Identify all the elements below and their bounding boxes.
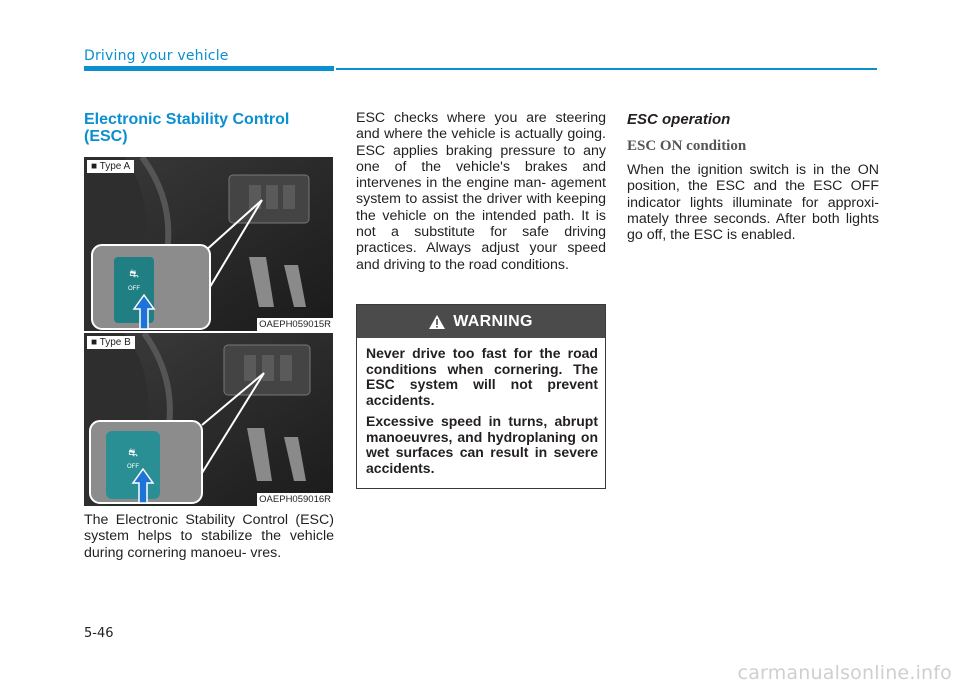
- svg-text:OFF: OFF: [128, 286, 140, 292]
- warning-box: [356, 304, 606, 489]
- watermark: carmanualsonline.info: [737, 662, 952, 684]
- intro-paragraph: The Electronic Stability Control (ESC) system helps to stabilize the vehicle during cornering manoeu- vres.: [84, 512, 334, 561]
- svg-text:⛐: ⛐: [129, 267, 139, 280]
- dashboard-illustration-b: [84, 333, 333, 506]
- svg-text:⛐: ⛐: [128, 446, 138, 459]
- header-rule-thick: [84, 66, 334, 71]
- page-number: 5-46: [84, 626, 114, 641]
- warning-paragraph-1: Never drive too fast for the road conditions when cornering. The ESC system will not prevent accidents.: [366, 345, 598, 408]
- warning-triangle-icon: [429, 315, 445, 329]
- esc-description-paragraph: ESC checks where you are steering and where the vehicle is actually going. ESC applies braking pressure to any one of the vehicle's brakes and intervenes in the engine man- agement system to assist the driver with keeping the vehicle on the intended path. It is not a substitute for safe driving practices. Always adjust your speed and driving to the road conditions.: [356, 110, 606, 273]
- figure-code-a: OAEPH059015R: [259, 319, 331, 330]
- figure-code-b: OAEPH059016R: [259, 494, 331, 505]
- figure-type-b: [84, 333, 333, 506]
- warning-body: [357, 338, 605, 476]
- page-title: Electronic Stability Control (ESC): [84, 111, 290, 145]
- figure-label-a: ■ Type A: [87, 160, 134, 173]
- esc-off-icon: [127, 446, 139, 470]
- esc-operation-heading: ESC operation: [627, 111, 731, 128]
- column-2: [356, 110, 606, 273]
- warning-header: [357, 305, 605, 338]
- dashboard-illustration-a: [84, 157, 333, 331]
- esc-off-icon: [128, 267, 140, 292]
- esc-on-condition-heading: ESC ON condition: [627, 138, 747, 154]
- section-title: Driving your vehicle: [84, 48, 229, 64]
- warning-title: WARNING: [453, 312, 533, 330]
- figure-type-a: [84, 157, 333, 331]
- warning-paragraph-2: Excessive speed in turns, abrupt manoeuvres, and hydroplaning on wet surfaces can result in severe accidents.: [366, 413, 598, 476]
- column-1: [84, 110, 334, 145]
- column-3: [627, 110, 879, 243]
- figure-label-b: ■ Type B: [87, 336, 135, 349]
- header-rule-thin: [336, 68, 877, 70]
- svg-text:OFF: OFF: [127, 464, 139, 470]
- esc-on-paragraph: When the ignition switch is in the ON position, the ESC and the ESC OFF indicator lights illuminate for approxi- mately three seconds. After both lights go off, the ESC is enabled.: [627, 162, 879, 244]
- intro-block: [84, 512, 334, 561]
